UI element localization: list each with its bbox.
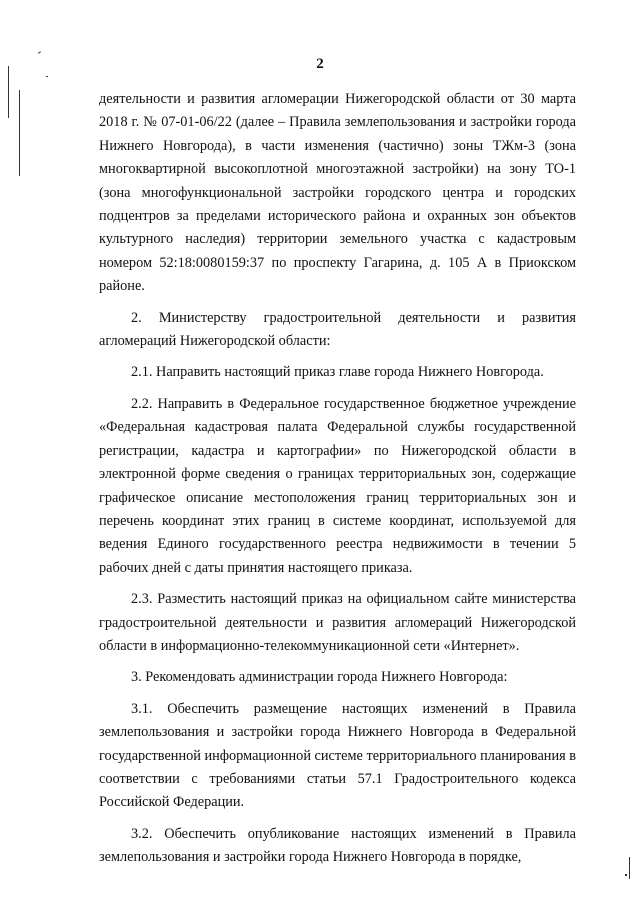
scan-artifact-line — [629, 857, 630, 879]
scan-artifact-line — [19, 90, 20, 176]
paragraph-item-2-3: 2.3. Разместить настоящий приказ на официальном сайте министерства градостроительной деятельности и развития агломераций Нижегородской области в информационно-телекоммуникационной сети «Интернет». — [99, 591, 576, 654]
scan-artifact-speck — [625, 874, 627, 876]
paragraph-item-3-2: 3.2. Обеспечить опубликование настоящих изменений в Правила землепользования и застройки города Нижнего Новгорода в порядке, — [99, 825, 576, 866]
paragraph-item-2-2: 2.2. Направить в Федеральное государственное бюджетное учреждение «Федеральная кадастровая палата Федеральной службы государственной регистрации, кадастра и картографии» по Нижегородской области в электронной форме сведения о границах территориальных зон, содержащие графическое описание местоположения границ территориальных зон и перечень координат этих границ в системе координат, используемой для ведения Единого государственного реестра недвижимости в течении 5 рабочих дней с даты принятия настоящего приказа. — [99, 395, 576, 576]
scan-artifact-line — [8, 66, 9, 118]
page-number: 2 — [316, 56, 324, 72]
document-body — [99, 88, 576, 870]
paragraph-item-2: 2. Министерству градостроительной деятельности и развития агломераций Нижегородской области: — [99, 309, 576, 350]
paragraph-item-2-1: 2.1. Направить настоящий приказ главе города Нижнего Новгорода. — [131, 364, 544, 381]
paragraph-item-3-1: 3.1. Обеспечить размещение настоящих изменений в Правила землепользования и застройки города Нижнего Новгорода в Федеральной государственной информационной системе территориального планирования в соответствии с требованиями статьи 57.1 Градостроительного кодекса Российской Федерации. — [99, 700, 576, 811]
paragraph-item-3: 3. Рекомендовать администрации города Нижнего Новгорода: — [131, 669, 508, 686]
scan-artifact-speck — [38, 51, 41, 54]
paragraph-continuation: деятельности и развития агломерации Нижегородской области от 30 марта 2018 г. № 07-01-06/22 (далее – Правила землепользования и застройки города Нижнего Новгорода), в части изменения (частично) зоны ТЖм-3 (зона многоквартирной высокоплотной многоэтажной застройки) на зону ТО-1 (зона многофункциональной застройки городского центра и городских подцентров за пределами исторического района и охранных зон объектов культурного наследия) территории земельного участка с кадастровым номером 52:18:0080159:37 по проспекту Гагарина, д. 105 А в Приокском районе. — [99, 91, 576, 295]
scan-artifact-speck — [46, 76, 48, 77]
